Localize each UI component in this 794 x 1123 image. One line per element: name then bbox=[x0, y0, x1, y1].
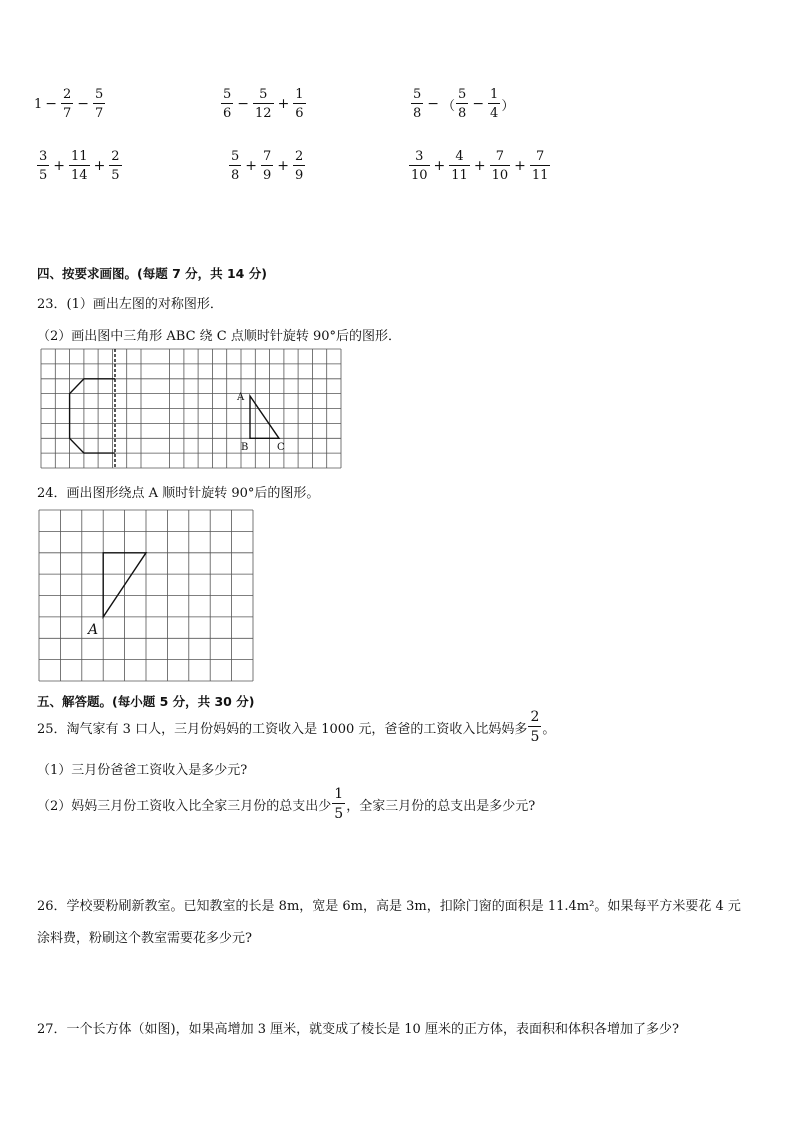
fraction: $\frac{1}{4}$ bbox=[490, 87, 499, 121]
fraction: $\frac{5}{12}$ bbox=[255, 87, 272, 121]
question-25-part-1: （1）三月份爸爸工资收入是多少元? bbox=[37, 763, 248, 778]
fraction: $\frac{2}{7}$ bbox=[63, 87, 72, 121]
plus-sign: + bbox=[277, 96, 290, 112]
left-paren: （ bbox=[442, 98, 456, 114]
fraction: $\frac{2}{9}$ bbox=[295, 149, 304, 183]
fraction: $\frac{7}{11}$ bbox=[531, 149, 549, 183]
calc-expr-2b bbox=[228, 150, 306, 182]
plus-sign: + bbox=[93, 158, 106, 174]
whole-number: 1 bbox=[34, 96, 43, 112]
fraction: $\frac{7}{10}$ bbox=[491, 149, 509, 183]
question-25 bbox=[37, 710, 555, 744]
question-25-part-2 bbox=[37, 787, 535, 821]
calc-expr-1b bbox=[220, 88, 307, 120]
fraction: $\frac{5}{8}$ bbox=[458, 87, 467, 121]
plus-sign: + bbox=[514, 158, 526, 174]
fraction: $\frac{5}{8}$ bbox=[231, 149, 240, 183]
calc-expr-1a bbox=[34, 88, 106, 120]
label-a: A bbox=[237, 392, 245, 403]
fraction: $\frac{2}{5}$ bbox=[530, 709, 540, 745]
fraction: $\frac{11}{14}$ bbox=[71, 149, 88, 183]
minus-sign: − bbox=[45, 96, 58, 112]
fraction: $\frac{2}{5}$ bbox=[111, 149, 120, 183]
half-octagon-shape bbox=[70, 379, 115, 453]
right-paren: ） bbox=[501, 98, 515, 114]
question-23-part-2: （2）画出图中三角形 ABC 绕 C 点顺时针旋转 90°后的图形． bbox=[37, 329, 402, 344]
label-a: A bbox=[88, 622, 99, 638]
fraction: $\frac{3}{10}$ bbox=[411, 149, 428, 183]
grid-lines bbox=[39, 510, 253, 681]
triangle-abc bbox=[250, 396, 279, 438]
fraction: $\frac{4}{11}$ bbox=[451, 149, 468, 183]
section-5-title: 五、解答题。(每小题 5 分，共 30 分) bbox=[37, 694, 255, 709]
grid-figure-24 bbox=[37, 508, 255, 682]
calc-expr-1c bbox=[410, 88, 514, 120]
fraction: $\frac{1}{6}$ bbox=[295, 87, 304, 121]
minus-sign: − bbox=[472, 96, 485, 112]
plus-sign: + bbox=[53, 158, 66, 174]
fraction: $\frac{5}{6}$ bbox=[223, 87, 232, 121]
label-b: B bbox=[241, 442, 249, 453]
fraction: $\frac{5}{7}$ bbox=[95, 87, 104, 121]
plus-sign: + bbox=[473, 158, 486, 174]
question-25-part-2-end: ，全家三月份的总支出是多少元? bbox=[346, 798, 536, 814]
question-23-part-1: 23．(1）画出左图的对称图形． bbox=[37, 297, 223, 312]
label-c: C bbox=[277, 442, 285, 453]
minus-sign: − bbox=[427, 96, 440, 112]
fraction: $\frac{3}{5}$ bbox=[39, 149, 48, 183]
question-24: 24．画出图形绕点 A 顺时针旋转 90°后的图形。 bbox=[37, 486, 320, 501]
grid-figure-23 bbox=[38, 347, 342, 469]
question-26-line-1: 26．学校要粉刷新教室。已知教室的长是 8m，宽是 6m，高是 3m，扣除门窗的面积是 11.4m²。如果每平方米要花 4 元 bbox=[37, 899, 741, 914]
grid-lines bbox=[41, 349, 341, 468]
fraction: $\frac{5}{8}$ bbox=[413, 87, 422, 121]
question-27: 27．一个长方体（如图)，如果高增加 3 厘米，就变成了棱长是 10 厘米的正方体，表面积和体积各增加了多少? bbox=[37, 1022, 679, 1037]
calc-expr-2a bbox=[36, 150, 123, 182]
minus-sign: − bbox=[77, 96, 90, 112]
question-25-text: 25．淘气家有 3 口人，三月份妈妈的工资收入是 1000 元，爸爸的工资收入比妈妈多 bbox=[37, 721, 528, 737]
minus-sign: − bbox=[237, 96, 250, 112]
fraction: $\frac{1}{5}$ bbox=[334, 786, 344, 822]
fraction: $\frac{7}{9}$ bbox=[263, 149, 272, 183]
calc-expr-2c bbox=[408, 150, 551, 182]
section-4-title: 四、按要求画图。(每题 7 分，共 14 分) bbox=[37, 266, 267, 281]
question-26-line-2: 涂料费，粉刷这个教室需要花多少元? bbox=[37, 931, 252, 946]
question-25-end: 。 bbox=[542, 721, 556, 737]
question-25-part-2-text: （2）妈妈三月份工资收入比全家三月份的总支出少 bbox=[37, 798, 332, 814]
plus-sign: + bbox=[433, 158, 446, 174]
plus-sign: + bbox=[245, 158, 258, 174]
plus-sign: + bbox=[277, 158, 290, 174]
